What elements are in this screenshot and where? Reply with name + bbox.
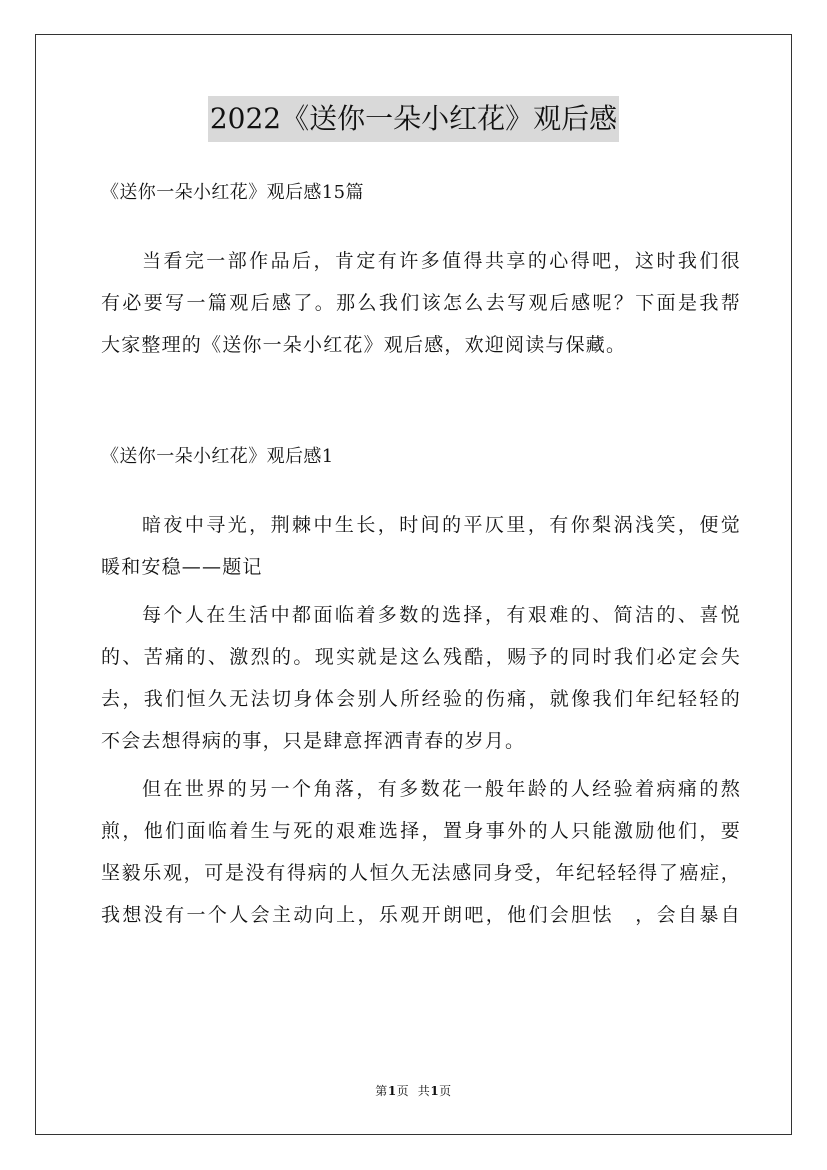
footer-page-current: 1 [387,1084,397,1098]
paragraph-line: 坚毅乐观，可是没有得病的人恒久无法感同身受，年纪轻轻得了癌症， [101,862,741,884]
footer-page-suffix: 页 [439,1084,452,1098]
paragraph-line: 我想没有一个人会主动向上，乐观开朗吧，他们会胆怯 ，会自暴自 [101,904,741,926]
paragraph-line: 的、苦痛的、激烈的。现实就是这么残酷，赐予的同时我们必定会失 [101,646,741,668]
footer-page-mid: 页 共 [396,1084,431,1098]
spacer [101,214,741,240]
spacer [101,366,741,436]
paragraph-illness [101,768,741,936]
intro-line: 大家整理的《送你一朵小红花》观后感，欢迎阅读与保藏。 [101,334,627,356]
section-heading: 《送你一朵小红花》观后感1 [101,446,334,467]
paragraph-line: 但在世界的另一个角落，有多数花一般年龄的人经验着病痛的熬 [142,778,741,800]
title-container [0,96,827,142]
paragraph-line: 暖和安稳——题记 [101,556,263,578]
intro-line: 有必要写一篇观后感了。那么我们该怎么去写观后感呢？下面是我帮 [101,292,741,314]
paragraph-line: 暗夜中寻光，荆棘中生长，时间的平仄里，有你梨涡浅笑，便觉 [142,514,741,536]
paragraph-line: 去，我们恒久无法切身体会别人所经验的伤痛，就像我们年纪轻轻的 [101,688,741,710]
paragraph-line: 不会去想得病的事，只是肆意挥洒青春的岁月。 [101,730,526,752]
paragraph-line: 每个人在生活中都面临着多数的选择，有艰难的、简洁的、喜悦 [142,604,741,626]
page-footer [0,1082,827,1099]
document-title: 2022《送你一朵小红花》观后感 [208,96,619,142]
intro-paragraph [101,240,741,366]
paragraph-line: 煎，他们面临着生与死的艰难选择，置身事外的人只能激励他们，要 [101,820,741,842]
footer-page-prefix: 第 [375,1084,388,1098]
paragraph-epigraph [101,504,741,588]
intro-line: 当看完一部作品后，肯定有许多值得共享的心得吧，这时我们很 [142,250,741,272]
paragraph-choices [101,594,741,762]
spacer [101,478,741,504]
footer-page-total: 1 [430,1084,440,1098]
document-subtitle: 《送你一朵小红花》观后感15篇 [101,182,364,203]
document-body [101,172,741,936]
